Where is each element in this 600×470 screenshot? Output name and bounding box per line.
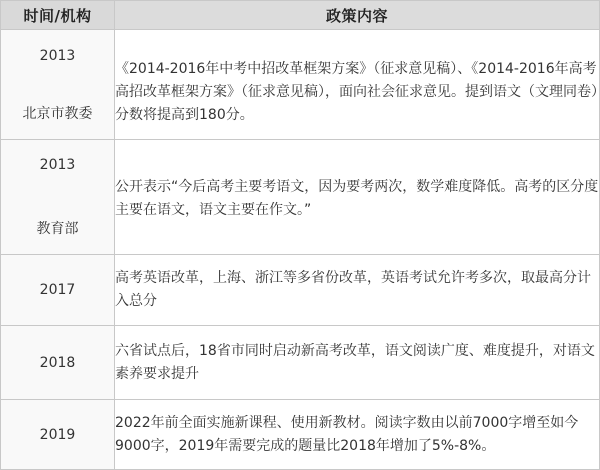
policy-content-cell: 公开表示“今后高考主要考语文，因为要考两次，数学难度降低。高考的区分度主要在语文，语文主要在作文。”	[115, 140, 600, 255]
year-label: 2013	[39, 48, 76, 64]
time-agency-cell	[1, 140, 115, 255]
table-header-row	[1, 1, 600, 30]
table-row	[1, 140, 600, 255]
year-cell: 2019	[1, 400, 115, 470]
policy-content-cell: 六省试点后，18省市同时启动新高考改革，语文阅读广度、难度提升，对语文素养要求提升	[115, 326, 600, 400]
table-row	[1, 400, 600, 470]
year-cell: 2017	[1, 255, 115, 326]
policy-content-cell: 高考英语改革，上海、浙江等多省份改革，英语考试允许考多次，取最高分计入总分	[115, 255, 600, 326]
agency-label: 教育部	[36, 221, 79, 237]
year-label: 2013	[39, 157, 76, 173]
table-row	[1, 255, 600, 326]
header-policy-content: 政策内容	[115, 1, 600, 30]
table-row	[1, 326, 600, 400]
time-agency-cell	[1, 30, 115, 140]
year-cell: 2018	[1, 326, 115, 400]
policy-content-cell: 2022年前全面实施新课程、使用新教材。阅读字数由以前7000字增至如今9000字，2019年需要完成的题量比2018年增加了5%-8%。	[115, 400, 600, 470]
header-time-agency: 时间/机构	[1, 1, 115, 30]
agency-label: 北京市教委	[22, 106, 93, 122]
table-row	[1, 30, 600, 140]
policy-content-cell: 《2014-2016年中考中招改革框架方案》（征求意见稿）、《2014-2016年高考高招改革框架方案》（征求意见稿），面向社会征求意见。提到语文（文理同卷）分数将提高到180分。	[115, 30, 600, 140]
